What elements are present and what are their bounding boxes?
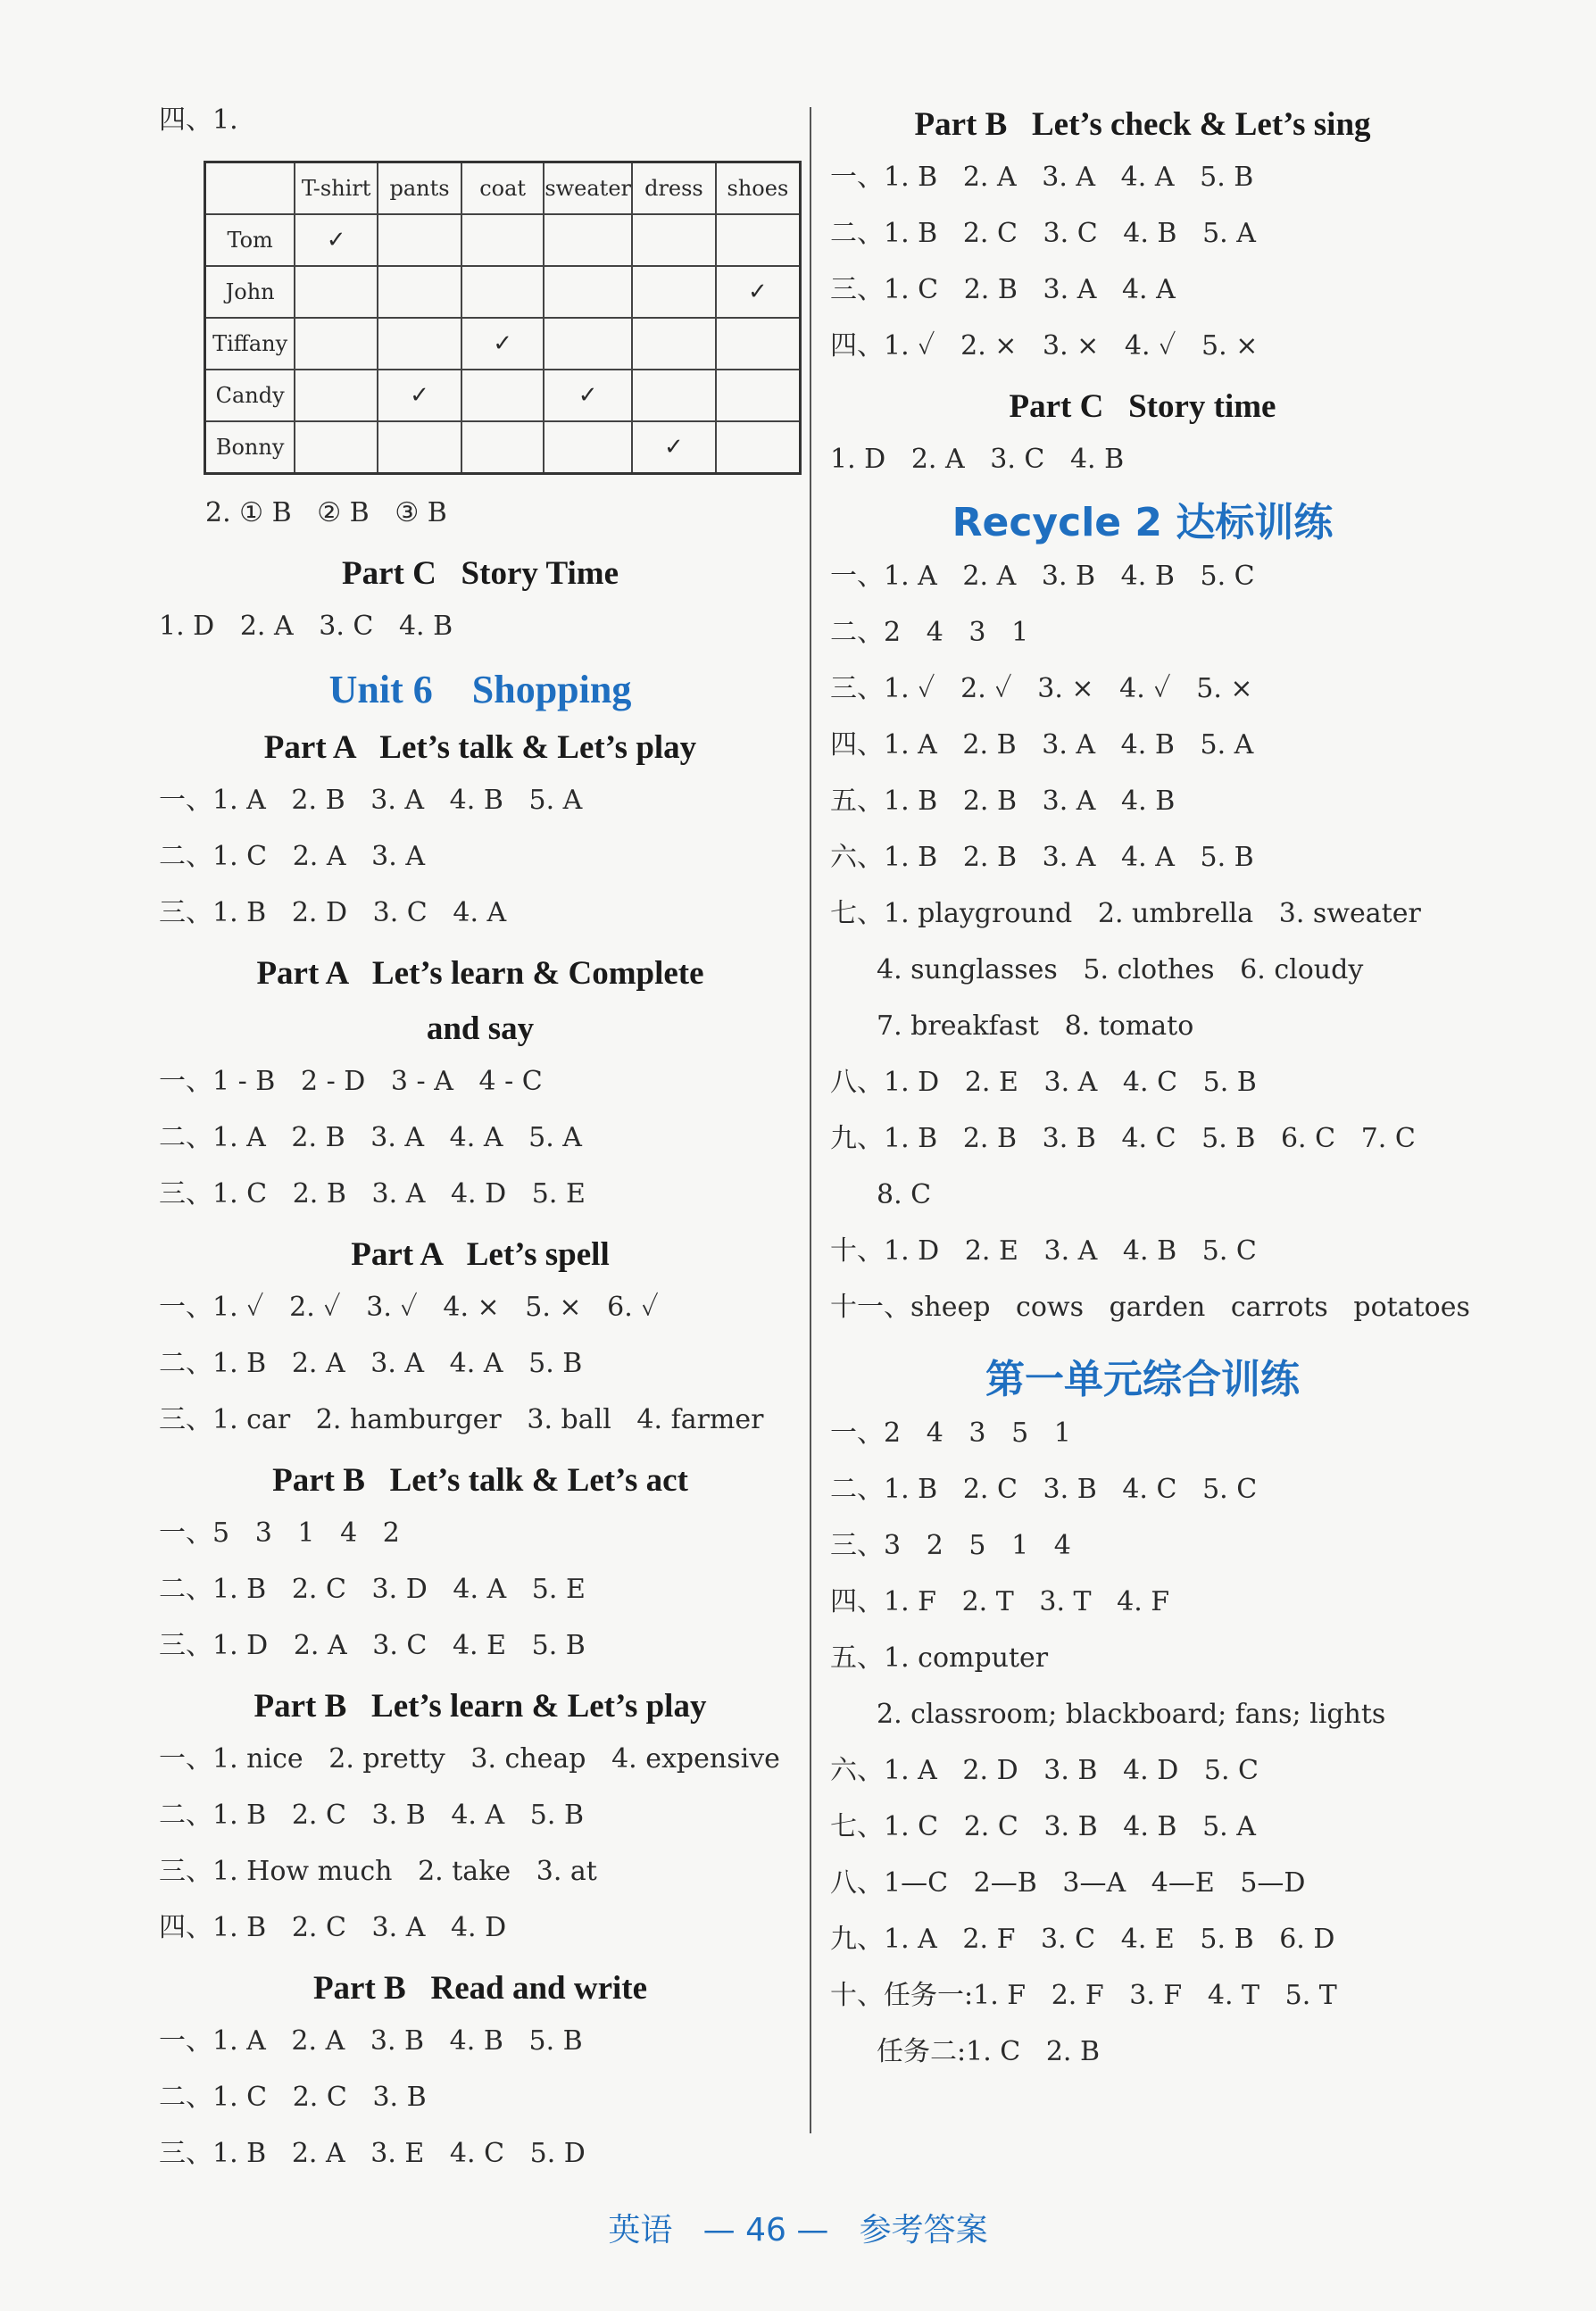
answer-line: 二、1. B 2. C 3. C 4. B 5. A xyxy=(830,218,1256,249)
answer-line: 二、2 4 3 1 xyxy=(830,617,1029,648)
answer-line: 四、1. F 2. T 3. T 4. F xyxy=(830,1586,1170,1617)
answer-line: 一、5 3 1 4 2 xyxy=(159,1517,400,1549)
q4-answer-2: 2. ① B ② B ③ B xyxy=(205,497,447,528)
empty-cell xyxy=(378,318,461,370)
table-corner xyxy=(205,162,295,215)
answer-line: 三、3 2 5 1 4 xyxy=(830,1530,1071,1561)
q4-label: 四、1. xyxy=(159,104,238,136)
b-learn-title: Part B Let’s learn & Let’s play xyxy=(254,1688,707,1725)
a-talk-title: Part A Let’s talk & Let’s play xyxy=(263,729,697,766)
answer-line: 2. classroom; blackboard; fans; lights xyxy=(877,1699,1386,1730)
answer-line: 任务二:1. C 2. B xyxy=(877,2036,1101,2067)
right-column xyxy=(830,106,1470,2095)
empty-cell xyxy=(378,214,461,266)
check-mark-cell: ✓ xyxy=(632,421,716,474)
answer-line: 六、1. A 2. D 3. B 4. D 5. C xyxy=(830,1755,1259,1786)
recycle-title: Recycle 2 达标训练 xyxy=(952,500,1334,545)
a-learn-title-2: and say xyxy=(426,1010,535,1047)
answer-line: 三、1. B 2. A 3. E 4. C 5. D xyxy=(159,2138,586,2169)
page-footer: 英语 — 46 — 参考答案 xyxy=(608,2212,988,2249)
empty-cell xyxy=(378,266,461,318)
answer-line: 十、1. D 2. E 3. A 4. B 5. C xyxy=(830,1235,1257,1267)
empty-cell xyxy=(716,370,801,421)
answer-line: 二、1. B 2. C 3. D 4. A 5. E xyxy=(159,1574,586,1605)
table-header: sweater xyxy=(544,162,632,215)
answer-line: 一、1. A 2. A 3. B 4. B 5. B xyxy=(159,2025,583,2057)
check-mark-cell: ✓ xyxy=(461,318,544,370)
empty-cell xyxy=(716,214,801,266)
answer-line: 八、1. D 2. E 3. A 4. C 5. B xyxy=(830,1067,1257,1098)
empty-cell xyxy=(632,318,716,370)
answer-line: 三、1. How much 2. take 3. at xyxy=(159,1856,597,1887)
answer-line: 三、1. C 2. B 3. A 4. A xyxy=(830,274,1176,305)
answer-line: 三、1. C 2. B 3. A 4. D 5. E xyxy=(159,1178,586,1210)
answer-line: 7. breakfast 8. tomato xyxy=(877,1010,1194,1042)
empty-cell xyxy=(461,421,544,474)
unit1-title: 第一单元综合训练 xyxy=(985,1357,1300,1402)
empty-cell xyxy=(544,266,632,318)
answer-line: 一、1. B 2. A 3. A 4. A 5. B xyxy=(830,162,1254,193)
part-c-answers: 1. D 2. A 3. C 4. B xyxy=(159,611,453,642)
check-mark-cell: ✓ xyxy=(544,370,632,421)
table-row xyxy=(205,370,801,421)
clothes-table xyxy=(204,161,802,475)
table-header: dress xyxy=(632,162,716,215)
table-row xyxy=(205,318,801,370)
empty-cell xyxy=(716,318,801,370)
answer-line: 三、1. ✓ 2. ✓ 3. × 4. ✓ 5. × xyxy=(830,673,1253,704)
table-header: pants xyxy=(378,162,461,215)
row-name: Bonny xyxy=(205,421,295,474)
answer-line: 三、1. D 2. A 3. C 4. E 5. B xyxy=(159,1630,586,1661)
answer-line: 七、1. playground 2. umbrella 3. sweater xyxy=(830,898,1421,929)
empty-cell xyxy=(544,214,632,266)
answer-line: 8. C xyxy=(877,1179,932,1210)
check-mark-cell: ✓ xyxy=(378,370,461,421)
empty-cell xyxy=(632,214,716,266)
empty-cell xyxy=(295,318,378,370)
a-learn-title: Part A Let’s learn & Complete xyxy=(256,955,704,992)
answer-line: 四、1. A 2. B 3. A 4. B 5. A xyxy=(830,729,1254,761)
empty-cell xyxy=(378,421,461,474)
check-mark-cell: ✓ xyxy=(295,214,378,266)
answer-line: 九、1. B 2. B 3. B 4. C 5. B 6. C 7. C xyxy=(830,1123,1416,1154)
answer-line: 十、任务一:1. F 2. F 3. F 4. T 5. T xyxy=(830,1980,1337,2011)
answer-line: 二、1. B 2. C 3. B 4. A 5. B xyxy=(159,1800,584,1831)
answer-line: 4. sunglasses 5. clothes 6. cloudy xyxy=(877,954,1364,985)
answer-line: 八、1—C 2—B 3—A 4—E 5—D xyxy=(830,1867,1306,1899)
part-c-title: Part C Story Time xyxy=(341,555,619,592)
empty-cell xyxy=(461,370,544,421)
row-name: John xyxy=(205,266,295,318)
table-row xyxy=(205,266,801,318)
answer-line: 一、1. A 2. A 3. B 4. B 5. C xyxy=(830,561,1255,592)
answer-line: 五、1. B 2. B 3. A 4. B xyxy=(830,786,1176,817)
answer-line: 三、1. car 2. hamburger 3. ball 4. farmer xyxy=(159,1404,764,1435)
row-name: Tom xyxy=(205,214,295,266)
check-mark-cell: ✓ xyxy=(716,266,801,318)
empty-cell xyxy=(632,266,716,318)
answer-line: 二、1. C 2. A 3. A xyxy=(159,841,425,872)
table-header-row xyxy=(205,162,801,215)
b-talk-title: Part B Let’s talk & Let’s act xyxy=(272,1462,688,1499)
empty-cell xyxy=(632,370,716,421)
answer-line: 二、1. B 2. A 3. A 4. A 5. B xyxy=(159,1348,583,1379)
answer-line: 二、1. C 2. C 3. B xyxy=(159,2082,427,2113)
answer-line: 一、1. A 2. B 3. A 4. B 5. A xyxy=(159,785,583,816)
answer-line: 一、1 - B 2 - D 3 - A 4 - C xyxy=(159,1066,543,1097)
answer-line: 三、1. B 2. D 3. C 4. A xyxy=(159,897,507,928)
empty-cell xyxy=(544,421,632,474)
left-column xyxy=(159,104,802,2197)
answer-line: 四、1. ✓ 2. × 3. × 4. ✓ 5. × xyxy=(830,330,1259,362)
answer-line: 二、1. A 2. B 3. A 4. A 5. A xyxy=(159,1122,582,1153)
answer-line: 一、1. nice 2. pretty 3. cheap 4. expensive xyxy=(159,1743,780,1775)
row-name: Tiffany xyxy=(205,318,295,370)
empty-cell xyxy=(461,266,544,318)
answer-line: 九、1. A 2. F 3. C 4. E 5. B 6. D xyxy=(830,1924,1335,1955)
empty-cell xyxy=(295,266,378,318)
empty-cell xyxy=(544,318,632,370)
answer-line: 1. D 2. A 3. C 4. B xyxy=(830,444,1125,475)
answer-line: 四、1. B 2. C 3. A 4. D xyxy=(159,1912,507,1943)
answer-line: 五、1. computer xyxy=(830,1642,1049,1674)
answer-line: 七、1. C 2. C 3. B 4. B 5. A xyxy=(830,1811,1256,1842)
answer-line: 一、2 4 3 5 1 xyxy=(830,1417,1071,1449)
answer-line: 十一、sheep cows garden carrots potatoes xyxy=(830,1292,1470,1323)
empty-cell xyxy=(461,214,544,266)
unit6-title: Unit 6 Shopping xyxy=(328,668,632,711)
table-header: coat xyxy=(461,162,544,215)
b-read-title: Part B Read and write xyxy=(312,1970,648,2007)
answer-line: 一、1. ✓ 2. ✓ 3. ✓ 4. × 5. × 6. ✓ xyxy=(159,1292,659,1323)
table-body xyxy=(205,214,801,474)
a-spell-title: Part A Let’s spell xyxy=(351,1236,610,1273)
empty-cell xyxy=(295,421,378,474)
c-story-title: Part C Story time xyxy=(1009,388,1276,425)
table-header: T-shirt xyxy=(295,162,378,215)
empty-cell xyxy=(295,370,378,421)
table-header: shoes xyxy=(716,162,801,215)
table-row xyxy=(205,214,801,266)
row-name: Candy xyxy=(205,370,295,421)
b-check-title: Part B Let’s check & Let’s sing xyxy=(914,106,1371,143)
table-row xyxy=(205,421,801,474)
answer-line: 六、1. B 2. B 3. A 4. A 5. B xyxy=(830,842,1254,873)
answer-line: 二、1. B 2. C 3. B 4. C 5. C xyxy=(830,1474,1258,1505)
empty-cell xyxy=(716,421,801,474)
column-divider xyxy=(810,107,811,2133)
